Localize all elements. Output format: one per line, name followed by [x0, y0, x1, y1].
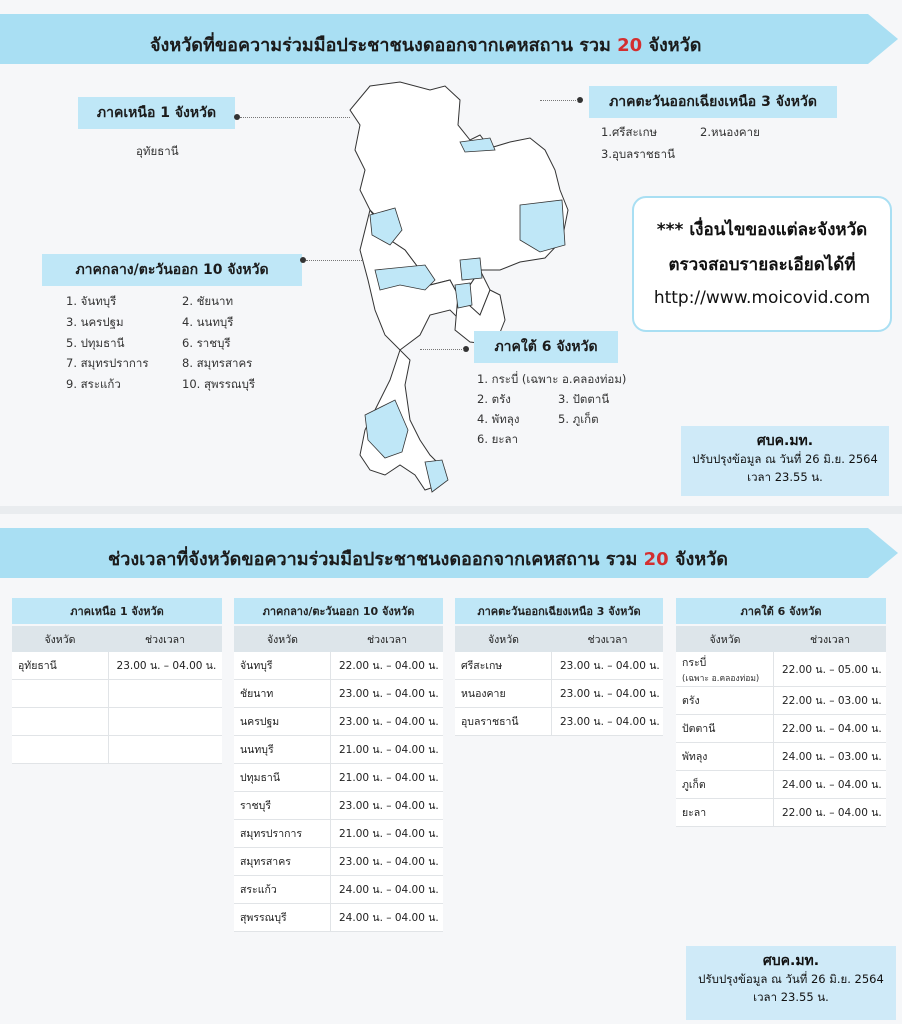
- source-updated: ปรับปรุงข้อมูล ณ วันที่ 26 มิ.ย. 2564: [692, 452, 878, 466]
- south-province-2: 2. ตรัง: [477, 392, 511, 406]
- table-row: [234, 876, 443, 904]
- time-cell: 22.00 น. – 04.00 น.: [339, 660, 439, 672]
- province-cell: สมุทรปราการ: [234, 820, 331, 847]
- table-row: [455, 652, 663, 680]
- map-central-highlight: [375, 265, 435, 290]
- table-row: [676, 743, 886, 771]
- table-row: [234, 820, 443, 848]
- northeast-province-1: 1.ศรีสะเกษ: [601, 125, 658, 139]
- province-cell: หนองคาย: [455, 680, 552, 707]
- time-cell: 22.00 น. – 03.00 น.: [782, 695, 882, 707]
- south-province-3: 3. ปัตตานี: [558, 392, 610, 406]
- northeast-table-header: [455, 626, 663, 652]
- province-cell: ชัยนาท: [234, 680, 331, 707]
- central-table: [234, 598, 443, 932]
- source-updated: ปรับปรุงข้อมูล ณ วันที่ 26 มิ.ย. 2564: [698, 972, 884, 986]
- source-time: เวลา 23.55 น.: [747, 470, 823, 484]
- bottom-title: ช่วงเวลาที่จังหวัดขอความร่วมมือประชาชนงดออกจากเคหสถาน รวม 20 จังหวัด: [108, 549, 728, 570]
- central-province-8: 8. สมุทรสาคร: [182, 356, 253, 370]
- central-region-label: ภาคกลาง/ตะวันออก 10 จังหวัด: [42, 254, 302, 286]
- northeast-table: [455, 598, 663, 736]
- central-province-3: 3. นครปฐม: [66, 315, 124, 329]
- source-box: [686, 946, 896, 1020]
- northeast-province-3: 3.อุบลราชธานี: [601, 147, 676, 161]
- time-cell: 24.00 น. – 04.00 น.: [339, 912, 439, 924]
- province-cell: [676, 652, 774, 686]
- time-cell: 22.00 น. – 05.00 น.: [782, 663, 882, 676]
- time-cell: 22.00 น. – 04.00 น.: [782, 807, 882, 819]
- table-row: [676, 652, 886, 687]
- province-cell: ตรัง: [676, 687, 774, 714]
- map-sa-kaeo: [460, 258, 482, 280]
- source-org: ศบค.มท.: [762, 953, 820, 969]
- province-cell: สุพรรณบุรี: [234, 904, 331, 931]
- province-cell: ราชบุรี: [234, 792, 331, 819]
- map-sisaket-ubon: [520, 200, 565, 252]
- time-cell: 23.00 น. – 04.00 น.: [339, 856, 439, 868]
- col-time: ช่วงเวลา: [145, 633, 185, 646]
- northeast-region-label: ภาคตะวันออกเฉียงเหนือ 3 จังหวัด: [589, 86, 837, 118]
- northeast-pointer-line: [540, 100, 578, 101]
- top-title: จังหวัดที่ขอความร่วมมือประชาชนงดออกจากเคหสถาน รวม 20 จังหวัด: [150, 35, 702, 56]
- central-province-1: 1. จันทบุรี: [66, 294, 117, 308]
- province-cell: พัทลุง: [676, 743, 774, 770]
- table-row: [234, 680, 443, 708]
- province-cell: ยะลา: [676, 799, 774, 826]
- south-table-title: ภาคใต้ 6 จังหวัด: [676, 598, 886, 624]
- table-row: [234, 904, 443, 932]
- time-cell: 21.00 น. – 04.00 น.: [339, 772, 439, 784]
- col-province: จังหวัด: [267, 633, 298, 646]
- table-row: [676, 771, 886, 799]
- table-row: [676, 799, 886, 827]
- table-row: [234, 708, 443, 736]
- col-province: จังหวัด: [709, 633, 741, 646]
- time-cell: 23.00 น. – 04.00 น.: [116, 660, 217, 672]
- col-province: จังหวัด: [488, 633, 519, 646]
- south-province-4: 4. พัทลุง: [477, 412, 520, 426]
- northeast-province-2: 2.หนองคาย: [700, 125, 760, 139]
- table-row: [12, 652, 222, 680]
- central-province-6: 6. ราชบุรี: [182, 336, 231, 350]
- col-time: ช่วงเวลา: [367, 633, 407, 646]
- time-cell: 23.00 น. – 04.00 น.: [560, 688, 660, 700]
- table-row: [676, 715, 886, 743]
- source-box: [681, 426, 889, 496]
- time-cell: 23.00 น. – 04.00 น.: [339, 688, 439, 700]
- province-cell: อุทัยธานี: [12, 652, 109, 679]
- north-province-1: อุทัยธานี: [136, 144, 179, 158]
- province-cell: สมุทรสาคร: [234, 848, 331, 875]
- table-row: [234, 736, 443, 764]
- col-time: ช่วงเวลา: [587, 633, 628, 646]
- central-province-2: 2. ชัยนาท: [182, 294, 234, 308]
- province-cell: ปทุมธานี: [234, 764, 331, 791]
- time-cell: 23.00 น. – 04.00 น.: [560, 660, 660, 672]
- info-box: [632, 196, 892, 332]
- central-province-4: 4. นนทบุรี: [182, 315, 234, 329]
- province-cell: ปัตตานี: [676, 715, 774, 742]
- table-row: [234, 652, 443, 680]
- table-row-empty: [12, 736, 222, 764]
- south-pointer-line: [420, 349, 464, 350]
- south-table: [676, 598, 886, 827]
- north-table-title: ภาคเหนือ 1 จังหวัด: [12, 598, 222, 624]
- north-table: [12, 598, 222, 764]
- table-row-empty: [12, 708, 222, 736]
- central-table-title: ภาคกลาง/ตะวันออก 10 จังหวัด: [234, 598, 443, 624]
- col-province: จังหวัด: [44, 633, 76, 646]
- province-cell: จันทบุรี: [234, 652, 331, 679]
- central-table-header: [234, 626, 443, 652]
- time-cell: 24.00 น. – 04.00 น.: [339, 884, 439, 896]
- province-note: (เฉพาะ อ.คลองท่อม): [682, 673, 760, 684]
- time-cell: 23.00 น. – 04.00 น.: [339, 716, 439, 728]
- central-province-10: 10. สุพรรณบุรี: [182, 377, 256, 391]
- north-region-label: ภาคเหนือ 1 จังหวัด: [78, 97, 235, 129]
- south-province-6: 6. ยะลา: [477, 432, 519, 446]
- source-time: เวลา 23.55 น.: [753, 990, 829, 1004]
- time-cell: 24.00 น. – 03.00 น.: [782, 751, 882, 763]
- thailand-map: [330, 80, 580, 500]
- map-chanthaburi: [455, 283, 472, 308]
- source-org: ศบค.มท.: [756, 433, 814, 449]
- south-table-header: [676, 626, 886, 652]
- table-row: [455, 708, 663, 736]
- province-cell: ศรีสะเกษ: [455, 652, 552, 679]
- time-cell: 23.00 น. – 04.00 น.: [560, 716, 660, 728]
- north-table-header: [12, 626, 222, 652]
- col-time: ช่วงเวลา: [810, 633, 850, 646]
- time-cell: 22.00 น. – 04.00 น.: [782, 723, 882, 735]
- province-cell: ภูเก็ต: [676, 771, 774, 798]
- north-pointer-line: [240, 117, 350, 118]
- schedule-panel: [0, 514, 902, 1024]
- province-cell: อุบลราชธานี: [455, 708, 552, 735]
- info-url[interactable]: http://www.moicovid.com: [653, 288, 871, 308]
- central-province-7: 7. สมุทรปราการ: [66, 356, 149, 370]
- south-region-label: ภาคใต้ 6 จังหวัด: [474, 331, 618, 363]
- time-cell: 21.00 น. – 04.00 น.: [339, 828, 439, 840]
- central-province-9: 9. สระแก้ว: [66, 377, 121, 391]
- table-row: [234, 764, 443, 792]
- south-province-5: 5. ภูเก็ต: [558, 412, 599, 426]
- table-row-empty: [12, 680, 222, 708]
- northeast-table-title: ภาคตะวันออกเฉียงเหนือ 3 จังหวัด: [455, 598, 663, 624]
- time-cell: 23.00 น. – 04.00 น.: [339, 800, 439, 812]
- time-cell: 21.00 น. – 04.00 น.: [339, 744, 439, 756]
- time-cell: 24.00 น. – 04.00 น.: [782, 779, 882, 791]
- table-row: [676, 687, 886, 715]
- table-row: [455, 680, 663, 708]
- province-name: กระบี่: [682, 656, 707, 669]
- info-line-2: ตรวจสอบรายละเอียดได้ที่: [668, 255, 856, 275]
- table-row: [234, 792, 443, 820]
- map-panel: [0, 0, 902, 506]
- province-cell: นนทบุรี: [234, 736, 331, 763]
- central-pointer-line: [306, 260, 362, 261]
- province-cell: นครปฐม: [234, 708, 331, 735]
- central-province-5: 5. ปทุมธานี: [66, 336, 125, 350]
- south-province-1: 1. กระบี่ (เฉพาะ อ.คลองท่อม): [477, 372, 627, 386]
- table-row: [234, 848, 443, 876]
- province-cell: สระแก้ว: [234, 876, 331, 903]
- info-line-1: *** เงื่อนไขของแต่ละจังหวัด: [656, 220, 868, 240]
